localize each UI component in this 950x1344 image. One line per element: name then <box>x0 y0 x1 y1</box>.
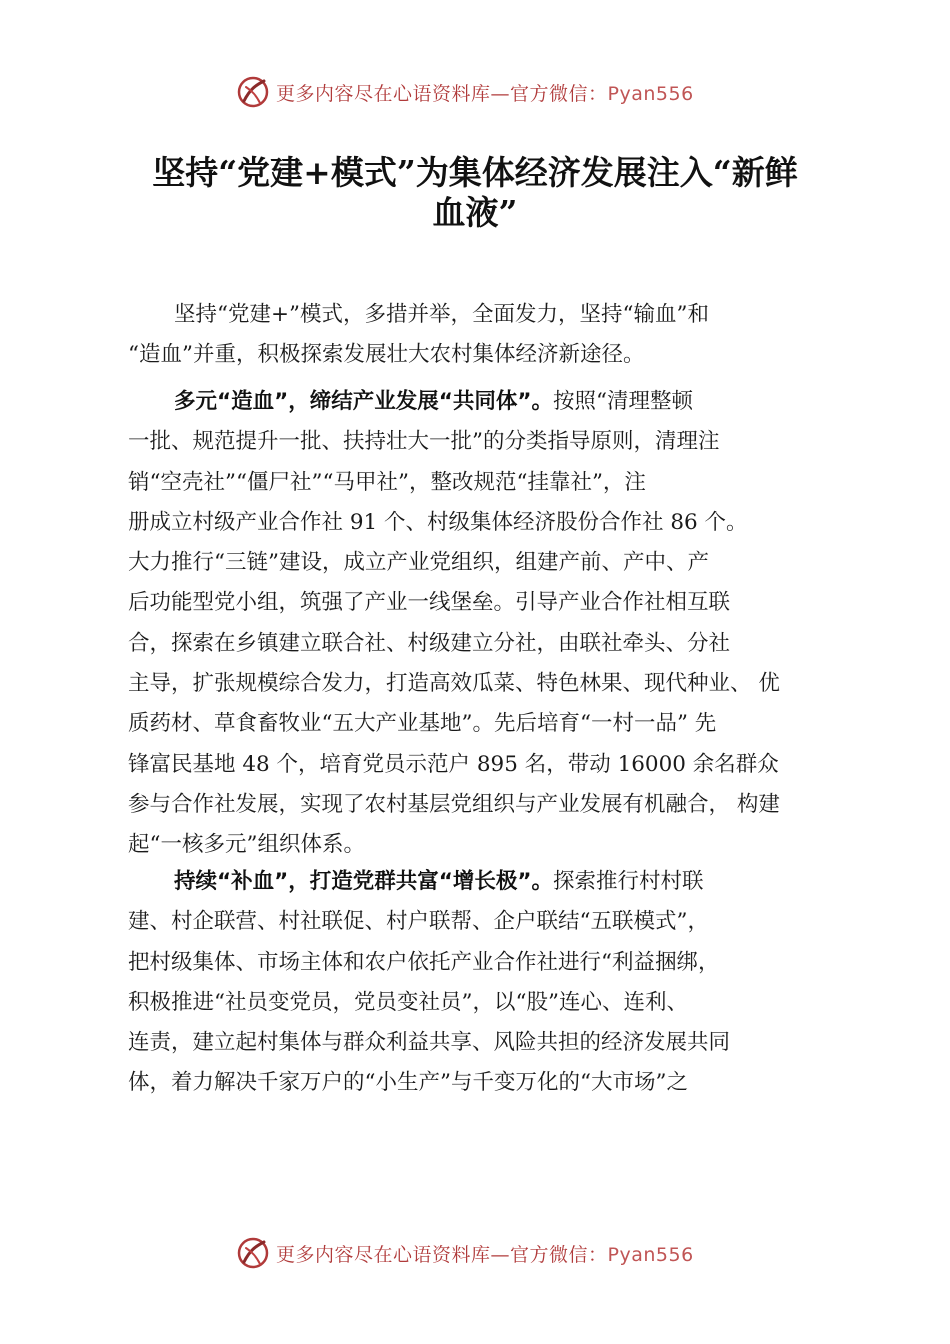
paragraph-blood-supplement <box>128 862 840 1104</box>
text-line: 坚持“党建+”模式，多措并举，全面发力，坚持“输血”和 <box>174 302 709 327</box>
text-line: 连责，建立起村集体与群众利益共享、风险共担的经济发展共同 <box>128 1030 731 1056</box>
brush-logo-icon <box>236 1236 270 1270</box>
banner-text: 更多内容尽在心语资料库—官方微信：Pyan556 <box>276 82 694 105</box>
header-banner <box>0 72 950 112</box>
text-line: 积极推进“社员变党员，党员变社员”，以“股”连心、连利、 <box>128 989 688 1015</box>
document-title <box>100 150 850 231</box>
paragraph-lead: 持续“补血”，打造党群共富“增长极”。 <box>174 869 554 894</box>
text-line: 大力推行“三链”建设，成立产业党组织，组建产前、产中、产 <box>128 550 709 576</box>
text-line: 主导，扩张规模综合发力，打造高效瓜菜、特色林果、现代种业、 优 <box>128 671 780 697</box>
text-line: “造血”并重，积极探索发展壮大农村集体经济新途径。 <box>128 342 645 368</box>
paragraph-intro <box>128 295 840 376</box>
text-line: 起“一核多元”组织体系。 <box>128 832 365 858</box>
text-line: 锋富民基地 48 个，培育党员示范户 895 名，带动 16000 余名群众 <box>128 751 779 777</box>
text-line: 把村级集体、市场主体和农户依托产业合作社进行“利益捆绑， <box>128 949 720 975</box>
title-line: 坚持“党建+模式”为集体经济发展注入“新鲜 <box>152 153 798 192</box>
text-line: 后功能型党小组，筑强了产业一线堡垒。引导产业合作社相互联 <box>128 590 731 616</box>
wechat-id: Pyan556 <box>607 82 694 105</box>
text-line: 多元“造血”，缔结产业发展“共同体”。按照“清理整顿 <box>174 389 694 414</box>
text-line: 合，探索在乡镇建立联合社、村级建立分社，由联社牵头、分社 <box>128 630 731 656</box>
title-line: 血液” <box>432 193 518 233</box>
paragraph-blood-making <box>128 382 840 866</box>
text-line: 一批、规范提升一批、扶持壮大一批”的分类指导原则，清理注 <box>128 429 720 455</box>
text-line: 销“空壳社”“僵尸社”“马甲社”，整改规范“挂靠社”，注 <box>128 469 646 495</box>
text-line: 参与合作社发展，实现了农村基层党组织与产业发展有机融合， 构建 <box>128 791 780 817</box>
paragraph-lead: 多元“造血”，缔结产业发展“共同体”。 <box>174 389 554 414</box>
text-line: 质药材、草食畜牧业“五大产业基地”。先后培育“一村一品” 先 <box>128 711 717 737</box>
brush-logo-icon <box>236 75 270 109</box>
wechat-id: Pyan556 <box>607 1243 694 1266</box>
text-line: 持续“补血”，打造党群共富“增长极”。探索推行村村联 <box>174 869 704 894</box>
banner-text: 更多内容尽在心语资料库—官方微信：Pyan556 <box>276 1243 694 1266</box>
text-line: 册成立村级产业合作社 91 个、村级集体经济股份合作社 86 个。 <box>128 509 748 535</box>
text-line: 体，着力解决千家万户的“小生产”与千变万化的“大市场”之 <box>128 1070 688 1096</box>
footer-banner <box>0 1233 950 1273</box>
text-line: 建、村企联营、村社联促、村户联帮、企户联结“五联模式”， <box>128 909 709 935</box>
